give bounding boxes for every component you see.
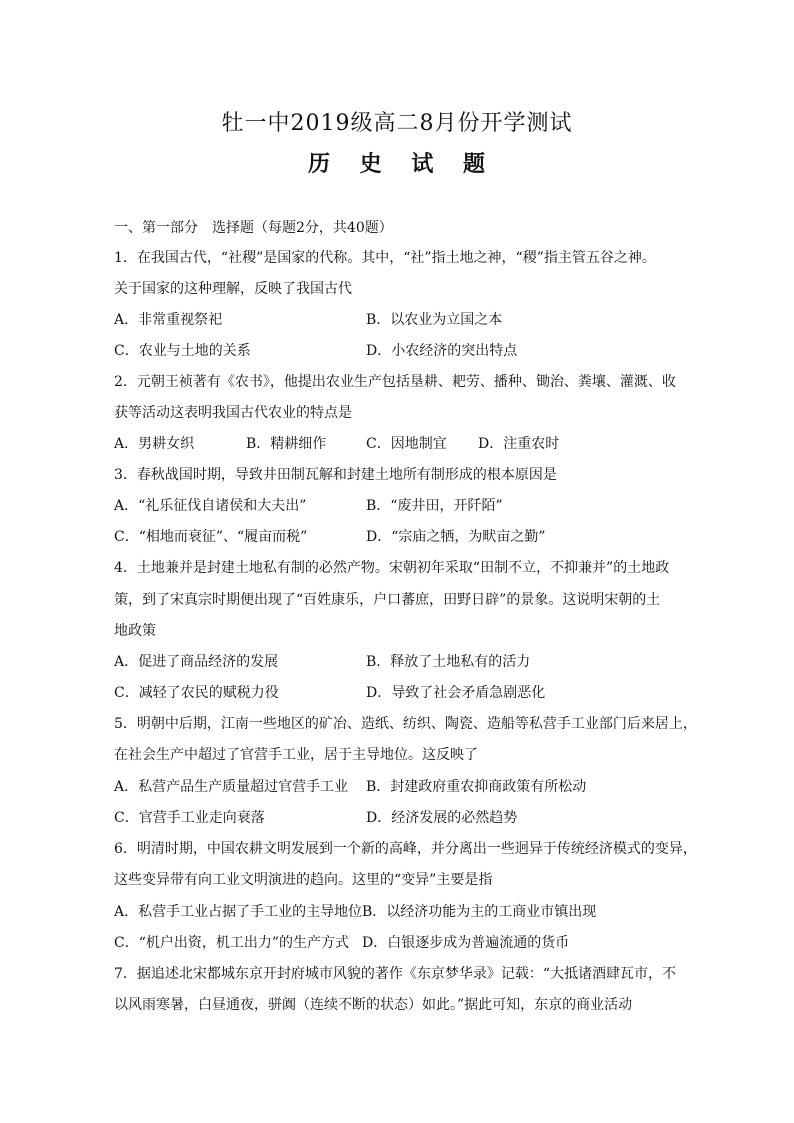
question-4-option-d: D．导致了社会矛盾急剧恶化: [366, 685, 546, 701]
question-2-option-b: B．精耕细作: [246, 436, 327, 452]
question-1-option-c: C．农业与土地的关系: [114, 343, 251, 359]
section-heading: 一、第一部分 选择题（每题2分，共40题）: [114, 220, 393, 236]
question-5-line-1: 5．明朝中后期，江南一些地区的矿冶、造纸、纺织、陶瓷、造船等私营手工业部门后来居上，: [114, 716, 697, 732]
question-5-option-a: A．私营产品生产质量超过官营手工业: [114, 779, 349, 795]
question-6-option-b: B．以经济功能为主的工商业市镇出现: [362, 904, 597, 920]
question-4-line-1: 4．土地兼并是封建土地私有制的必然产物。宋朝初年采取“田制不立，不抑兼并”的土地政: [114, 560, 670, 576]
question-4-option-b: B．释放了土地私有的活力: [366, 654, 531, 670]
question-6-option-c: C．“机户出资，机工出力”的生产方式: [114, 935, 350, 951]
question-5-option-c: C．官营手工业走向衰落: [114, 810, 265, 826]
question-2-line-2: 获等活动这表明我国古代农业的特点是: [114, 405, 352, 421]
question-1-option-b: B．以农业为立国之本: [366, 312, 503, 328]
question-4-option-a: A．促进了商品经济的发展: [114, 654, 279, 670]
exam-title: 牡一中2019级高二8月份开学测试: [221, 111, 573, 136]
question-3-option-b: B．“废井田，开阡陌”: [366, 498, 503, 514]
question-1-option-a: A．非常重视祭祀: [114, 312, 223, 328]
question-3-option-a: A．“礼乐征伐自诸侯和大夫出”: [114, 498, 307, 514]
question-2-option-d: D．注重农时: [478, 436, 560, 452]
question-2-option-a: A．男耕女织: [114, 436, 195, 452]
question-7-line-2: 以风雨寒暑，白昼通夜，骈阗（连续不断的状态）如此。”据此可知，东京的商业活动: [114, 997, 633, 1013]
question-5-option-d: D．经济发展的必然趋势: [366, 810, 518, 826]
question-1-option-d: D．小农经济的突出特点: [366, 343, 518, 359]
question-4-line-3: 地政策: [114, 623, 156, 639]
question-4-option-c: C．减轻了农民的赋税力役: [114, 685, 279, 701]
question-4-line-2: 策，到了宋真宗时期便出现了“百姓康乐，户口蕃庶，田野日辟”的景象。这说明宋朝的土: [114, 592, 661, 608]
question-3-option-d: D．“宗庙之牺，为畎亩之勤”: [366, 529, 546, 545]
question-6-option-d: D．白银逐步成为普遍流通的货币: [362, 935, 570, 951]
question-1-line-2: 关于国家的这种理解，反映了我国古代: [114, 281, 352, 297]
question-2-line-1: 2．元朝王祯著有《农书》，他提出农业生产包括垦耕、耙劳、播种、锄治、粪壤、灌溉、收: [114, 374, 676, 390]
question-1-line-1: 1．在我国古代，“社稷”是国家的代称。其中，“社”指土地之神，“稷”指主管五谷之神。: [114, 250, 656, 266]
question-5-option-b: B．封建政府重农抑商政策有所松动: [366, 779, 587, 795]
question-6-option-a: A．私营手工业占据了手工业的主导地位: [114, 904, 363, 920]
question-2-option-c: C．因地制宜: [366, 436, 447, 452]
question-5-line-2: 在社会生产中超过了官营手工业，居于主导地位。这反映了: [114, 747, 478, 763]
subject-title: 历 史 试 题: [308, 151, 496, 177]
question-6-line-1: 6．明清时期，中国农耕文明发展到一个新的高峰，并分离出一些迥异于传统经济模式的变异，: [114, 841, 697, 857]
question-3-line-1: 3．春秋战国时期，导致井田制瓦解和封建土地所有制形成的根本原因是: [114, 467, 557, 483]
question-6-line-2: 这些变异带有向工业文明演进的趋向。这里的“变异”主要是指: [114, 872, 493, 888]
question-7-line-1: 7．据追述北宋都城东京开封府城市风貌的著作《东京梦华录》记载：“大抵诸酒肆瓦市，不: [114, 966, 677, 982]
question-3-option-c: C．“相地而衰征”、“履亩而税”: [114, 529, 308, 545]
